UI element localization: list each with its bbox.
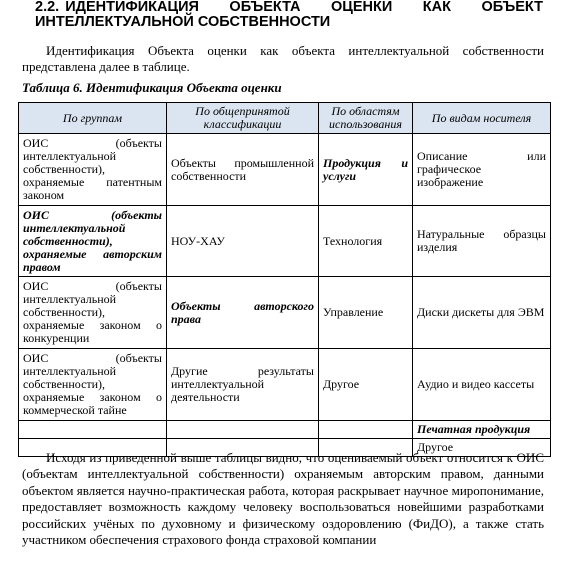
header-classification: По общепринятой классификации (167, 103, 319, 134)
table-cell (19, 421, 167, 439)
table-cell: ОИС (объекты интеллектуальной собственности), охраняемые законом о коммерческой тайне (19, 349, 167, 421)
table-row (19, 421, 551, 439)
table-cell: Объекты авторского права (167, 277, 319, 349)
header-groups: По группам (19, 103, 167, 134)
table-caption: Таблица 6. Идентификация Объекта оценки (22, 80, 282, 95)
table-cell: Другое (413, 439, 551, 457)
identification-table (18, 102, 551, 457)
table-cell: НОУ-ХАУ (167, 206, 319, 277)
table-cell: Описание или графическое изображение (413, 134, 551, 206)
table-cell: Другие результаты интеллектуальной деятельности (167, 349, 319, 421)
table-cell: ОИС (объекты интеллектуальной собственности), охраняемые патентным законом (19, 134, 167, 206)
table-cell: Печатная продукция (413, 421, 551, 439)
table-cell: Управление (319, 277, 413, 349)
section-heading (35, 0, 543, 32)
table-cell: Натуральные образцы изделия (413, 206, 551, 277)
conclusion-paragraph: Исходя из приведенной выше таблицы видно, что оцениваемый объект относится к ОИС (объектам интеллектуальной собственности) охраняемым авторским правом, данными объектом является научно-практическая работа, которая раскрывает научное миропонимание, предоставляет возможность каждому человеку воспользоваться новейшими разработками российских учёных по духовному и физическому оздоровлению (ФиДО), а также стать участником обеспечения страхового фонда страховой компании (22, 450, 544, 548)
table-cell: Аудио и видео кассеты (413, 349, 551, 421)
intro-paragraph: Идентификация Объекта оценки как объекта интеллектуальной собственности представлена далее в таблице. (22, 43, 544, 74)
header-usage: По областям использования (319, 103, 413, 134)
section-title: ИДЕНТИФИКАЦИЯ ОБЪЕКТА ОЦЕНКИ КАК ОБЪЕКТ ИНТЕЛЛЕКТУАЛЬНОЙ СОБСТВЕННОСТИ (35, 0, 543, 30)
table-cell: Продукция и услуги (319, 134, 413, 206)
table-cell: Диски дискеты для ЭВМ (413, 277, 551, 349)
table-cell: Технология (319, 206, 413, 277)
table-row (19, 134, 551, 206)
table-cell (167, 421, 319, 439)
table-header-row (19, 103, 551, 134)
table-cell: ОИС (объекты интеллектуальной собственности), охраняемые авторским правом (19, 206, 167, 277)
table-row (19, 206, 551, 277)
table-cell: Другое (319, 349, 413, 421)
table-row (19, 277, 551, 349)
table-cell (319, 421, 413, 439)
table-cell: ОИС (объекты интеллектуальной собственности), охраняемые законом о конкуренции (19, 277, 167, 349)
header-carrier: По видам носителя (413, 103, 551, 134)
section-number: 2.2. (35, 0, 60, 15)
table-row (19, 349, 551, 421)
table-cell: Объекты промышленной собственности (167, 134, 319, 206)
